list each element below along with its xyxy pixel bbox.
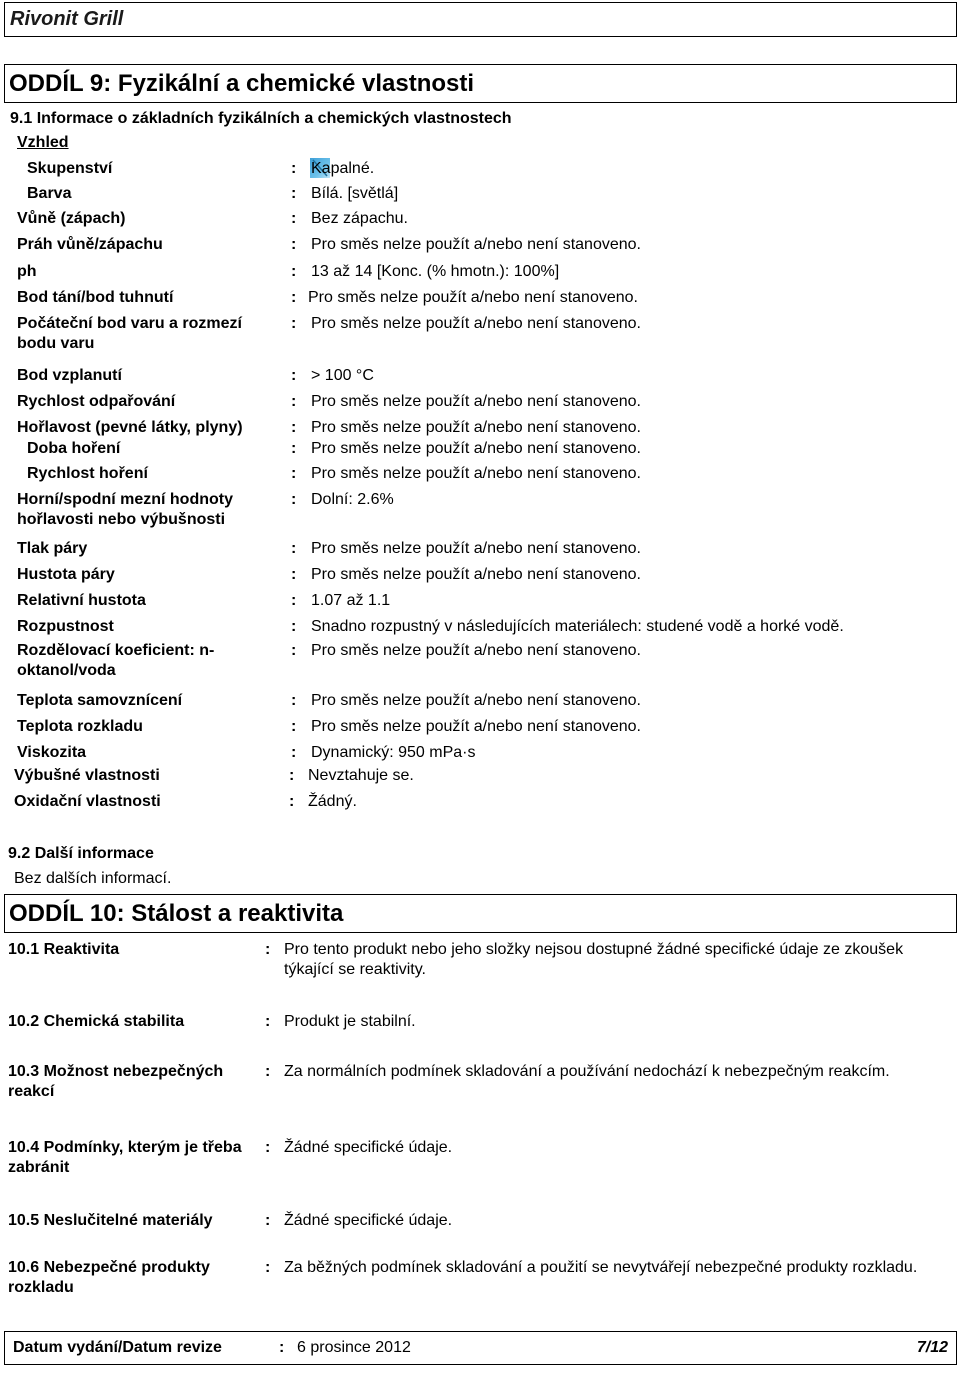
property-colon: :	[291, 419, 297, 436]
property-colon: :	[291, 566, 297, 583]
section10-value: Za normálních podmínek skladování a používání nedochází k nebezpečným reakcím.	[284, 1063, 890, 1080]
property-colon: :	[291, 744, 297, 761]
property-value: > 100 °C	[311, 367, 374, 384]
section10-label: 10.4 Podmínky, kterým je třeba zabránit	[8, 1139, 242, 1176]
property-value: Pro směs nelze použít a/nebo není stanoveno.	[311, 566, 641, 583]
section10-label: 10.5 Neslučitelné materiály	[8, 1212, 213, 1229]
section10-colon: :	[265, 1013, 271, 1030]
property-label: Výbušné vlastnosti	[14, 767, 160, 784]
property-value: Pro směs nelze použít a/nebo není stanoveno.	[311, 419, 641, 436]
property-value: Pro směs nelze použít a/nebo není stanoveno.	[311, 393, 641, 410]
property-label: Horní/spodní mezní hodnoty hořlavosti nebo výbušnosti	[17, 491, 233, 528]
property-label: Hustota páry	[17, 566, 115, 583]
property-value: 1.07 až 1.1	[311, 592, 391, 609]
property-label: Počáteční bod varu a rozmezí bodu varu	[17, 315, 242, 352]
property-value: Pro směs nelze použít a/nebo není stanoveno.	[311, 540, 641, 557]
product-name: Rivonit Grill	[10, 8, 124, 30]
property-colon: :	[291, 236, 297, 253]
subsection-9-2-heading: 9.2 Další informace	[8, 845, 154, 862]
subsection-9-1-heading: 9.1 Informace o základních fyzikálních a chemických vlastnostech	[10, 110, 512, 127]
footer-date-value: 6 prosince 2012	[297, 1339, 411, 1356]
property-label: Hořlavost (pevné látky, plyny)	[17, 419, 243, 436]
property-colon: :	[291, 440, 297, 457]
section10-label: 10.6 Nebezpečné produkty rozkladu	[8, 1259, 210, 1296]
property-colon: :	[291, 315, 297, 332]
footer-colon: :	[279, 1339, 285, 1356]
section10-colon: :	[265, 1139, 271, 1156]
property-colon: :	[291, 592, 297, 609]
footer-date-label: Datum vydání/Datum revize	[13, 1339, 222, 1356]
page-number: 7/12	[916, 1339, 948, 1356]
property-label: Vůně (zápach)	[17, 210, 126, 227]
property-value: Pro směs nelze použít a/nebo není stanoveno.	[311, 465, 641, 482]
property-colon: :	[291, 185, 297, 202]
section10-value: Pro tento produkt nebo jeho složky nejsou dostupné žádné specifické údaje ze zkoušek týkající se reaktivity.	[284, 941, 904, 978]
property-value: Pro směs nelze použít a/nebo není stanoveno.	[308, 289, 638, 306]
property-colon: :	[291, 393, 297, 410]
property-colon: :	[289, 793, 295, 810]
property-colon: :	[291, 540, 297, 557]
property-value: Kapalné.	[311, 160, 375, 177]
section10-label: 10.2 Chemická stabilita	[8, 1013, 185, 1030]
property-value: Pro směs nelze použít a/nebo není stanoveno.	[311, 642, 641, 659]
property-value: 13 až 14 [Konc. (% hmotn.): 100%]	[311, 263, 560, 280]
section10-colon: :	[265, 1259, 271, 1276]
property-colon: :	[291, 692, 297, 709]
property-value: Snadno rozpustný v následujících materiálech: studené vodě a horké vodě.	[311, 618, 844, 635]
property-colon: :	[289, 767, 295, 784]
section9-title: ODDÍL 9: Fyzikální a chemické vlastnosti	[9, 70, 475, 97]
section10-label: 10.3 Možnost nebezpečných reakcí	[8, 1063, 224, 1100]
property-value: Dolní: 2.6%	[311, 491, 394, 508]
property-label: Bod tání/bod tuhnutí	[17, 289, 174, 306]
property-value: Dynamický: 950 mPa·s	[311, 744, 476, 761]
property-colon: :	[291, 642, 297, 659]
property-label: Doba hoření	[27, 440, 121, 457]
property-colon: :	[291, 289, 297, 306]
property-value: Pro směs nelze použít a/nebo není stanoveno.	[311, 315, 641, 332]
property-label: Teplota samovznícení	[17, 692, 183, 709]
property-colon: :	[291, 263, 297, 280]
property-label: Tlak páry	[17, 540, 88, 557]
property-label: Relativní hustota	[17, 592, 146, 609]
property-label: Rozdělovací koeficient: n-oktanol/voda	[17, 642, 215, 679]
property-label: Oxidační vlastnosti	[14, 793, 161, 810]
property-colon: :	[291, 618, 297, 635]
header-box	[4, 2, 957, 37]
property-colon: :	[291, 718, 297, 735]
section10-colon: :	[265, 1212, 271, 1229]
property-label: Teplota rozkladu	[17, 718, 143, 735]
property-colon: :	[291, 210, 297, 227]
property-label: Bod vzplanutí	[17, 367, 122, 384]
section10-value: Žádné specifické údaje.	[284, 1139, 453, 1156]
property-label: Rychlost hoření	[27, 465, 148, 482]
property-colon: :	[291, 465, 297, 482]
section10-value: Za běžných podmínek skladování a použití se nevytvářejí nebezpečné produkty rozkladu.	[284, 1259, 918, 1276]
property-colon: :	[291, 491, 297, 508]
section10-colon: :	[265, 1063, 271, 1080]
property-label: Barva	[27, 185, 72, 202]
property-label: ph	[17, 263, 37, 280]
property-value: Bez zápachu.	[311, 210, 408, 227]
property-label: Viskozita	[17, 744, 87, 761]
appearance-heading: Vzhled	[17, 134, 69, 151]
section10-value: Produkt je stabilní.	[284, 1013, 416, 1030]
property-value: Nevztahuje se.	[308, 767, 414, 784]
property-value: Bílá. [světlá]	[311, 185, 399, 202]
property-value: Žádný.	[308, 793, 357, 810]
property-label: Rychlost odpařování	[17, 393, 176, 410]
property-label: Práh vůně/zápachu	[17, 236, 163, 253]
section10-colon: :	[265, 941, 271, 958]
property-value: Pro směs nelze použít a/nebo není stanoveno.	[311, 718, 641, 735]
property-label: Skupenství	[27, 160, 113, 177]
section10-title: ODDÍL 10: Stálost a reaktivita	[9, 900, 344, 927]
property-label: Rozpustnost	[17, 618, 114, 635]
section10-label: 10.1 Reaktivita	[8, 941, 120, 958]
property-value: Pro směs nelze použít a/nebo není stanoveno.	[311, 692, 641, 709]
subsection-9-2-text: Bez dalších informací.	[14, 870, 172, 887]
property-colon: :	[291, 367, 297, 384]
property-value: Pro směs nelze použít a/nebo není stanoveno.	[311, 236, 641, 253]
property-value: Pro směs nelze použít a/nebo není stanoveno.	[311, 440, 641, 457]
section10-value: Žádné specifické údaje.	[284, 1212, 453, 1229]
property-colon: :	[291, 160, 297, 177]
